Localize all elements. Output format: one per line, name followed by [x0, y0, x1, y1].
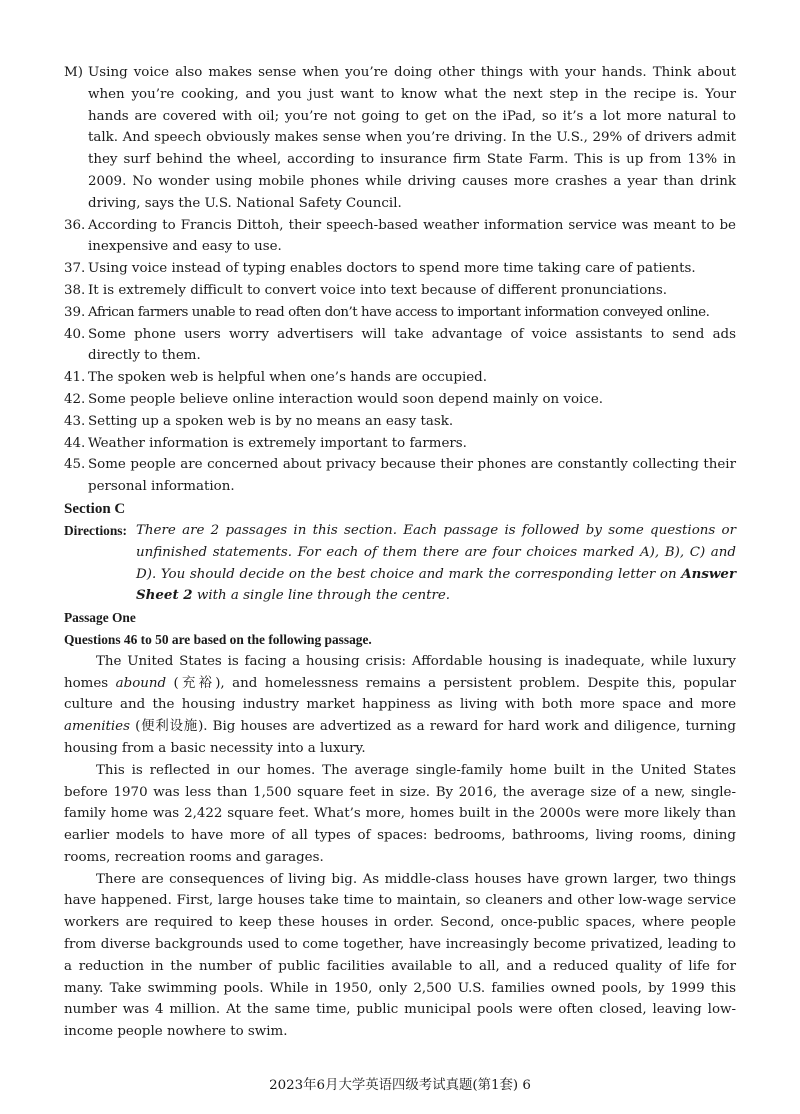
directions-label: Directions:: [64, 522, 127, 538]
item-number: 37.: [64, 261, 86, 277]
directions-text-part: There are 2 passages in this section. Each passage is followed by some questions or unfinished statements. For each of them there are four choices marked A), B), C) and D). You should decide on the best choice and mark the corresponding letter on: [136, 522, 736, 582]
statement-42: [64, 389, 736, 411]
item-number: 40.: [64, 326, 86, 342]
statement-36: [64, 215, 736, 259]
paragraph-text: (便利设施). Big houses are advertized as a reward for hard work and diligence, turning housing from a basic necessity into a luxury.: [64, 719, 736, 756]
statement-40: [64, 324, 736, 368]
statement-39: [64, 302, 736, 324]
directions-text: [136, 520, 736, 607]
paragraph: There are consequences of living big. As middle-class houses have grown larger, two things have happened. First, large houses take time to maintain, so cleaners and other low-wage service workers are required to keep these houses in order. Second, once-public spaces, where people from diverse backgrounds used to come together, have increasingly become privatized, leading to a reduction in the number of public facilities available to all, and a reduced quality of life for many. Take swimming pools. While in 1950, only 2,500 U.S. families owned pools, by 1999 this number was 4 million. At the same time, public municipal pools were often closed, leaving low-income people nowhere to swim.: [64, 871, 736, 1040]
statement-37: [64, 258, 736, 280]
item-text: Setting up a spoken web is by no means an easy task.: [88, 413, 454, 429]
item-text: Weather information is extremely important to farmers.: [88, 435, 467, 451]
paragraph-text: (充裕), and homelessness remains a persistent problem. Despite this, popular culture and the housing industry market happiness as living with both more space and more: [64, 675, 736, 713]
item-number: 41.: [64, 370, 86, 386]
item-text: African farmers unable to read often don’t have access to important information conveyed online.: [88, 304, 710, 320]
item-number: 36.: [64, 217, 86, 233]
item-number: M): [64, 65, 83, 80]
statement-41: [64, 367, 736, 389]
answer-sheet-label: Answer Sheet 2: [136, 565, 736, 604]
item-text: According to Francis Dittoh, their speech-based weather information service was meant to be inexpensive and easy to use.: [88, 217, 736, 255]
paragraph-text: The United States is facing a housing crisis: Affordable housing is inadequate, while luxury homes: [64, 653, 736, 691]
item-number: 44.: [64, 435, 86, 451]
item-number: 38.: [64, 282, 86, 298]
item-number: 43.: [64, 413, 86, 429]
statement-44: [64, 433, 736, 455]
item-text: Some phone users worry advertisers will take advantage of voice assistants to send ads directly to them.: [88, 326, 736, 364]
section-title: Section C: [64, 500, 126, 517]
directions: [64, 520, 736, 607]
item-number: 39.: [64, 304, 86, 320]
questions-title: Questions 46 to 50 are based on the following passage.: [64, 631, 372, 647]
statement-38: [64, 280, 736, 302]
item-text: The spoken web is helpful when one’s hands are occupied.: [88, 370, 487, 386]
item-text: Using voice instead of typing enables doctors to spend more time taking care of patients.: [88, 261, 696, 277]
glossed-word: abound: [115, 675, 167, 691]
passage-title: Passage One: [64, 610, 136, 626]
item-text: Some people believe online interaction would soon depend mainly on voice.: [88, 391, 604, 407]
page-content: [64, 62, 736, 1043]
item-number: 42.: [64, 391, 86, 407]
directions-text-part: with a single line through the centre.: [192, 588, 451, 604]
statement-45: [64, 454, 736, 498]
paragraph: [64, 651, 736, 760]
item-text: It is extremely difficult to convert voice into text because of different pronunciations.: [88, 282, 668, 298]
glossed-word: amenities: [64, 719, 130, 735]
item-text: Some people are concerned about privacy because their phones are constantly collecting their personal information.: [88, 457, 736, 495]
item-number: 45.: [64, 457, 86, 473]
statement-43: [64, 411, 736, 433]
paragraph: This is reflected in our homes. The average single-family home built in the United States before 1970 was less than 1,500 square feet in size. By 2016, the average size of a new, single-family home was 2,422 square feet. What’s more, homes built in the 2000s were more likely than earlier models to have more of all types of spaces: bedrooms, bathrooms, living rooms, dining rooms, recreation rooms and garages.: [64, 762, 736, 865]
item-text: Using voice also makes sense when you’re doing other things with your hands. Think about when you’re cooking, and you just want to know what the next step in the recipe is. Your hands are covered with oil; you’re not going to get on the iPad, so it’s a lot more natural to talk. And speech obviously makes sense when you’re driving. In the U.S., 29% of drivers admit they surf behind the wheel, according to insurance firm State Farm. This is up from 13% in 2009. No wonder using mobile phones while driving causes more crashes a year than drink driving, says the U.S. National Safety Council.: [88, 65, 736, 211]
page-footer: 2023年6月大学英语四级考试真题(第1套) 6: [269, 1078, 531, 1093]
list-item-m: [64, 62, 736, 215]
